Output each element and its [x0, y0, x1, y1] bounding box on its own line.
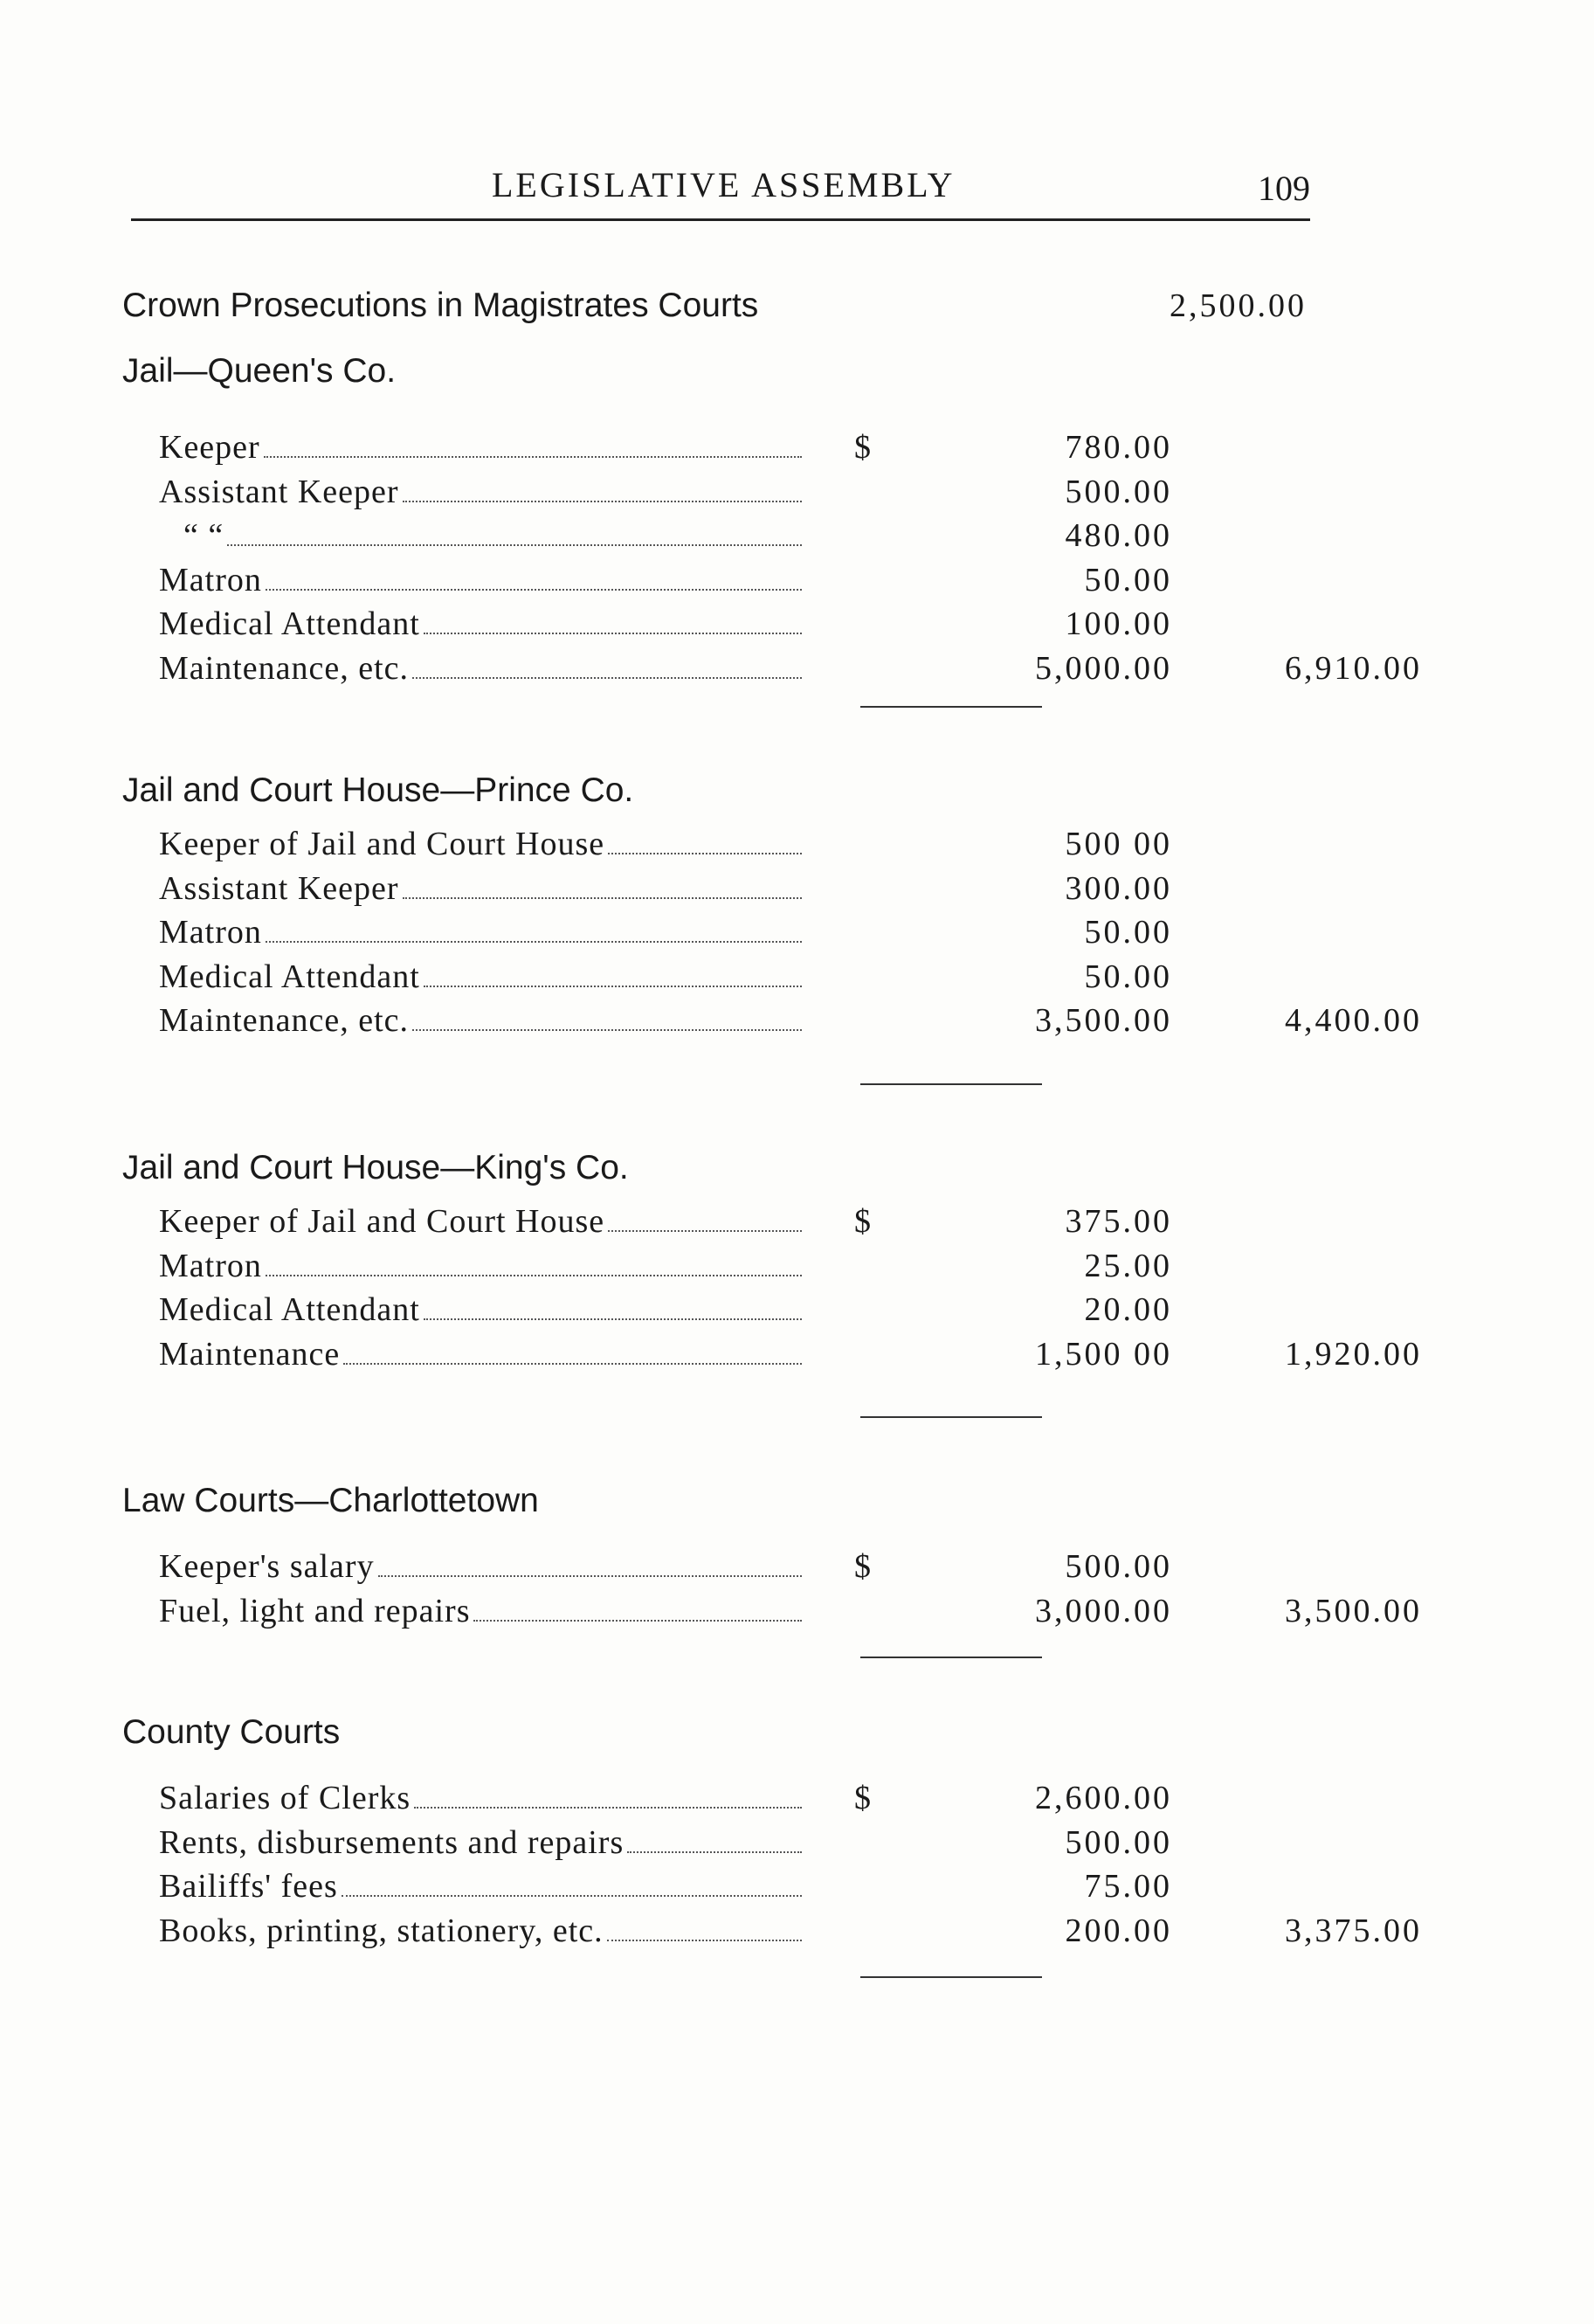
item-amount: 480.00	[1065, 517, 1172, 554]
item-amount: 500.00	[1065, 1823, 1172, 1861]
item-amount: 50.00	[1084, 958, 1172, 995]
item-label: Maintenance, etc.	[159, 649, 410, 687]
item-label: Assistant Keeper	[159, 473, 399, 510]
item-amount: 50.00	[1084, 561, 1172, 598]
line-item	[122, 822, 1319, 867]
subtotal-rule	[860, 706, 1042, 708]
item-label: Keeper of Jail and Court House	[159, 826, 605, 862]
line-item	[122, 647, 1422, 691]
item-total: 1,920.00	[1285, 1335, 1422, 1373]
item-label: Medical Attendant	[159, 958, 420, 995]
item-amount: 780.00	[1065, 429, 1172, 466]
item-amount: 50.00	[1084, 914, 1172, 951]
subtotal-rule	[860, 1657, 1042, 1658]
section-jail-prince	[122, 764, 1422, 1043]
line-item	[122, 955, 1319, 999]
item-total: 4,400.00	[1285, 1002, 1422, 1039]
line-item	[122, 1909, 1422, 1954]
item-label: Matron	[159, 914, 262, 951]
item-total: 3,500.00	[1285, 1592, 1422, 1629]
section-heading: County Courts	[122, 1713, 341, 1751]
line-item	[122, 1288, 1319, 1332]
section-jail-kings	[122, 1142, 1422, 1376]
section-heading	[122, 280, 1319, 332]
line-item	[122, 514, 1319, 558]
page-number: 109	[1258, 169, 1310, 208]
section-county-courts	[122, 1706, 1422, 1953]
item-label: Maintenance, etc.	[159, 1002, 410, 1039]
dollar-sign: $	[854, 1548, 871, 1585]
section-heading-text: Crown Prosecutions in Magistrates Courts	[122, 287, 759, 324]
line-item	[122, 558, 1319, 603]
item-amount: 3,000.00	[1035, 1592, 1172, 1629]
dollar-sign: $	[854, 1203, 871, 1240]
line-item	[122, 910, 1319, 955]
line-item	[122, 470, 1319, 515]
item-label: Keeper of Jail and Court House	[159, 1203, 605, 1240]
section-heading: Jail and Court House—Prince Co.	[122, 771, 634, 809]
item-label: Matron	[159, 561, 262, 598]
item-label: Assistant Keeper	[159, 869, 399, 907]
item-amount: 25.00	[1084, 1247, 1172, 1284]
line-item	[122, 1244, 1319, 1289]
item-amount: 20.00	[1084, 1291, 1172, 1328]
item-label: Fuel, light and repairs	[159, 1592, 471, 1629]
line-item	[122, 1332, 1422, 1377]
section-heading: Law Courts—Charlottetown	[122, 1482, 539, 1519]
line-item	[122, 867, 1319, 911]
item-amount: 1,500 00	[1035, 1335, 1172, 1373]
item-amount: 200.00	[1065, 1912, 1172, 1949]
section-jail-queens	[122, 345, 1422, 690]
line-item	[122, 1545, 1319, 1589]
item-amount: 500 00	[1065, 826, 1172, 862]
item-label: “ “	[183, 517, 224, 554]
item-amount: 375.00	[1065, 1203, 1172, 1240]
item-label: Rents, disbursements and repairs	[159, 1823, 624, 1861]
line-item	[122, 1821, 1319, 1865]
dollar-sign: $	[854, 1780, 871, 1816]
item-amount: 2,600.00	[1035, 1780, 1172, 1816]
line-item	[122, 1589, 1422, 1634]
item-total: 6,910.00	[1285, 649, 1422, 687]
item-label: Medical Attendant	[159, 1291, 420, 1328]
item-amount: 500.00	[1065, 473, 1172, 510]
line-item	[122, 602, 1319, 647]
line-item	[122, 425, 1319, 470]
item-label: Keeper's salary	[159, 1548, 375, 1585]
line-item	[122, 1776, 1319, 1821]
subtotal-rule	[860, 1976, 1042, 1978]
item-amount: 3,500.00	[1035, 1002, 1172, 1039]
line-item	[122, 1200, 1319, 1244]
section-heading: Jail—Queen's Co.	[122, 352, 397, 390]
header-divider	[131, 218, 1310, 221]
item-label: Maintenance	[159, 1335, 341, 1373]
dollar-sign: $	[854, 429, 871, 466]
item-label: Salaries of Clerks	[159, 1780, 411, 1816]
item-amount: 75.00	[1084, 1868, 1172, 1905]
item-label: Books, printing, stationery, etc.	[159, 1912, 604, 1949]
line-item	[122, 1864, 1319, 1909]
section-law-courts	[122, 1475, 1422, 1633]
page-header	[131, 157, 1310, 210]
section-total: 2,500.00	[1170, 287, 1307, 324]
item-total: 3,375.00	[1285, 1912, 1422, 1949]
subtotal-rule	[860, 1416, 1042, 1418]
line-item	[122, 999, 1422, 1043]
item-label: Medical Attendant	[159, 605, 420, 642]
item-label: Matron	[159, 1247, 262, 1284]
item-amount: 500.00	[1065, 1548, 1172, 1585]
section-heading: Jail and Court House—King's Co.	[122, 1149, 629, 1186]
item-amount: 300.00	[1065, 869, 1172, 907]
item-label: Keeper	[159, 429, 260, 466]
running-title: LEGISLATIVE ASSEMBLY	[492, 165, 956, 204]
section-crown-prosecutions	[122, 280, 1319, 332]
subtotal-rule	[860, 1083, 1042, 1085]
item-amount: 100.00	[1065, 605, 1172, 642]
item-label: Bailiffs' fees	[159, 1868, 338, 1905]
item-amount: 5,000.00	[1035, 649, 1172, 687]
